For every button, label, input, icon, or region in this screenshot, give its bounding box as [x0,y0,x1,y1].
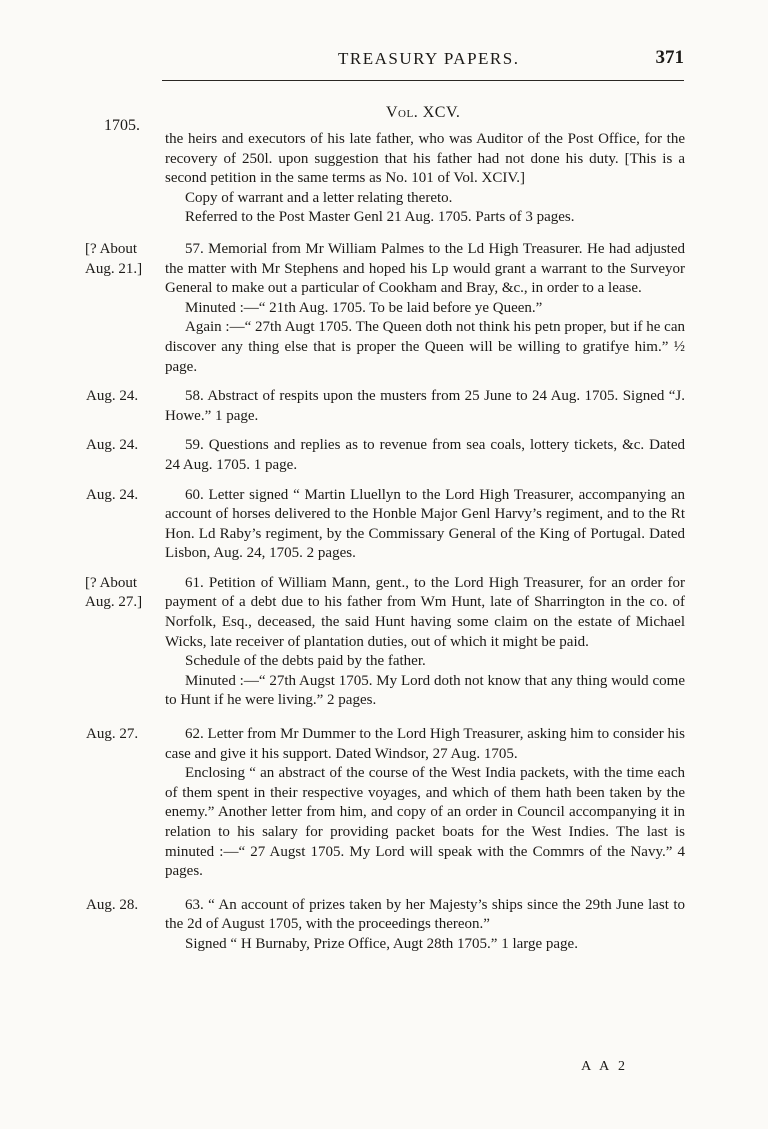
entry-paragraph: the heirs and executors of his late father, who was Auditor of the Post Office, for the recovery of 250l. upon suggestion that his father had not done his duty. [This is a second petition in the same terms as No. 101 of Vol. XCIV.] [165,131,685,187]
entry-date: [? About Aug. 27.] [85,574,143,611]
entry-paragraph: 57. Memorial from Mr William Palmes to the Ld High Treasurer. He had adjusted the matter with Mr Stephens and hoped his Lp would grant a warrant to the Surveyor General to make out a particular of Cookham and Bray, &c., in order to a lease. [165,240,685,297]
entry-57 [85,240,685,377]
entry-paragraph: Copy of warrant and a letter relating thereto. [185,189,453,206]
entry-paragraph: Signed “ H Burnaby, Prize Office, Augt 28th 1705.” 1 large page. [185,935,578,952]
entry-paragraph: Schedule of the debts paid by the father. [185,653,426,670]
entry-date: Aug. 28. [86,896,139,913]
entry-paragraph: 63. “ An account of prizes taken by her Majesty’s ships since the 29th June last to the 2d of August 1705, with the proceedings thereon.” [165,896,685,933]
entry-paragraph: Again :—“ 27th Augt 1705. The Queen doth not think his petn proper, but if he can discover any thing else that is proper the Queen will be willing to gratifye him.” ½ page. [165,319,685,375]
entry-paragraph: 58. Abstract of respits upon the musters from 25 June to 24 Aug. 1705. Signed “J. Howe.” 1 page. [165,388,685,424]
entry-58 [86,387,685,426]
entry-date: Aug. 24. [86,486,139,503]
entry-63 [86,896,685,955]
entry-paragraph: 62. Letter from Mr Dummer to the Lord High Treasurer, asking him to consider his case and give it his support. Dated Windsor, 27 Aug. 1705. [165,726,685,762]
running-title: TREASURY PAPERS. [338,49,520,68]
page-header [338,49,684,73]
entry-paragraph: Minuted :—“ 21th Aug. 1705. To be laid before ye Queen.” [185,299,543,316]
calendar-entries [0,130,768,965]
entry-continuation [165,130,685,228]
entry-date: Aug. 24. [86,437,139,454]
page-number: 371 [655,47,684,68]
entry-paragraph: Enclosing “ an abstract of the course of the West India packets, with the time each of them spent in their respective voyages, and which of them hath been taken by the enemy.” Another letter from him, and copy of an order in Council accompanying it in relation to his salary for providing packet boats for the West Indies. The last is minuted :—“ 27 Augst 1705. My Lord will speak with the Commrs of the Navy.” 4 pages. [165,765,685,880]
entry-paragraph: Minuted :—“ 27th Augst 1705. My Lord doth not know that any thing would come to Hunt if he were living.” 2 pages. [165,672,685,709]
entry-61 [85,574,685,711]
year-marginal: 1705. [104,117,140,134]
entry-date: [? About Aug. 21.] [85,240,143,277]
entry-59 [86,436,685,475]
entry-paragraph: 60. Letter signed “ Martin Lluellyn to the Lord High Treasurer, accompanying an account of horses delivered to the Honble Major Genl Harvy’s regiment, and to the Rt Hon. Ld Raby’s regiment, by the Commissary General of the King of Portugal. Dated Lisbon, Aug. 24, 1705. 2 pages. [165,486,685,562]
entry-62 [86,725,685,882]
header-rule [162,80,684,81]
entry-paragraph: 61. Petition of William Mann, gent., to the Lord High Treasurer, for an order for payment of a debt due to his father from Wm Hunt, late of Sharrington in the co. of Norfolk, Esq., deceased, the said Hunt having some claim on the estate of Michael Wicks, late receiver of plantation duties, out of which it might be paid. [165,574,685,650]
volume-heading: Vol. XCV. [386,104,461,121]
entry-60 [86,486,685,564]
signature-mark: A A 2 [581,1059,628,1074]
entry-date: Aug. 24. [86,388,139,405]
entry-paragraph: 59. Questions and replies as to revenue from sea coals, lottery tickets, &c. Dated 24 Aug. 1705. 1 page. [165,437,685,473]
entry-date: Aug. 27. [86,726,139,743]
entry-paragraph: Referred to the Post Master Genl 21 Aug. 1705. Parts of 3 pages. [185,209,575,226]
